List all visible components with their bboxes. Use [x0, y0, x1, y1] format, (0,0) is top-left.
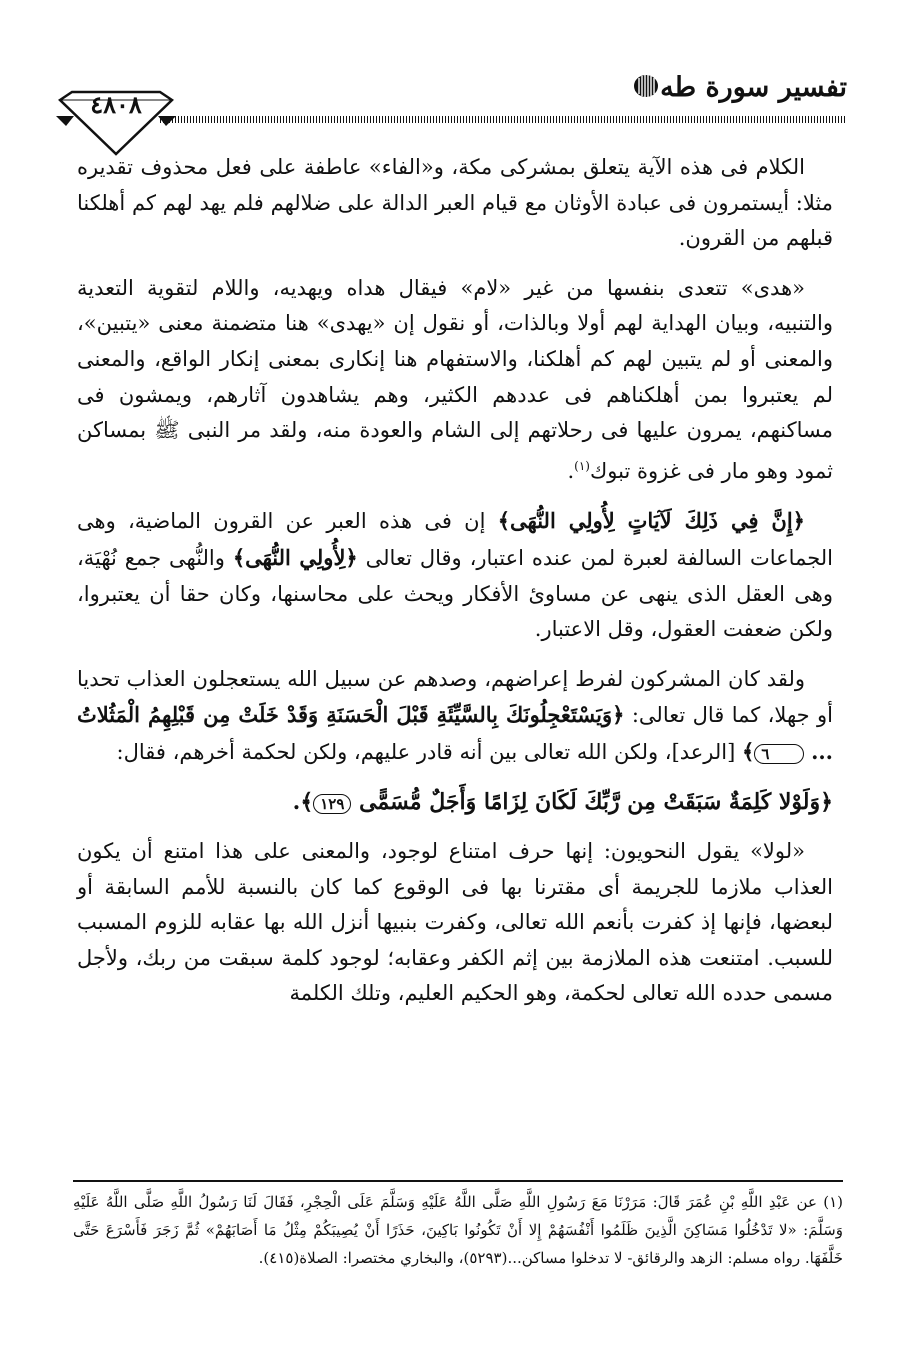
ornament-icon: [631, 72, 661, 100]
ayah-number: ١٢٩: [313, 794, 351, 814]
paragraph-text: الكلام فى هذه الآية يتعلق بمشركى مكة، و«الفاء» عاطفة على فعل محذوف تقديره مثلا: أيستمرون فى عبادة الأوثان مع قيام العبر الدالة على ضلالهم فلم يهد لهم كم أهلكنا قبلهم من القرون.: [77, 155, 833, 251]
centered-verse: [77, 785, 833, 821]
paragraph-text: والنُّهى جمع نُهْيَة، وهى العقل الذى ينهى عن مساوئ الأفكار ويحث على محاسنها، وكان حقا أن يعتبروا، ولكن ضعفت العقول، وقل الاعتبار.: [77, 545, 833, 642]
paragraph-end: .: [567, 458, 575, 483]
paragraph: [77, 834, 833, 1012]
paragraph-text: [الرعد]، ولكن الله تعالى بين أنه قادر عليهم، ولكن لحكمة أخرهم، فقال:: [116, 739, 742, 764]
quran-verse: ﴿وَلَوْلا كَلِمَةٌ سَبَقَتْ مِن رَّبِّكَ لَكَانَ لِزَامًا وَأَجَلٌ مُّسَمًّى: [359, 788, 833, 815]
quran-verse: ﴿لِأُولِي النُّهَى﴾: [232, 544, 358, 570]
paragraph-text: «لولا» يقول النحويون: إنها حرف امتناع لوجود، والمعنى على هذا امتنع أن يكون العذاب ملازما للجريمة أى مقترنا بها فى الوقوع كما كان بالنسبة للأمم السابقة أو لبعضها، فإنها إذ كفرت بأنعم الله تعالى، وكفرت بنبيها أنزل الله بها عقابه للزوم المسبب للسبب. امتنعت هذه الملازمة بين إثم الكفر وعقابه؛ لوجود كلمة سبقت من ربك، ولأجل مسمى حدده الله تعالى لحكمة، وهو الحكيم العليم، وتلك الكلمة: [77, 839, 833, 1006]
verse-close: ﴾: [742, 738, 755, 764]
page-header: [60, 58, 847, 158]
paragraph: [77, 271, 833, 490]
quran-verse: ﴿إِنَّ فِي ذَلِكَ لَآيَاتٍ لِأُولِي النُّهَى﴾: [497, 508, 805, 534]
paragraph: [77, 503, 833, 647]
footnote-text: (١) عن عَبْدِ اللَّهِ بْنِ عُمَرَ قَالَ: مَرَرْنَا مَعَ رَسُولِ اللَّهِ صَلَّى اللَّهُ عَلَيْهِ وَسَلَّمَ عَلَى الْحِجْرِ، فَقَالَ لَنَا رَسُولُ اللَّهِ صَلَّى اللَّهُ عَلَيْهِ وَسَلَّمَ: «لا تَدْخُلُوا مَسَاكِنَ الَّذِينَ ظَلَمُوا أَنْفُسَهُمْ إِلا أَنْ تَكُونُوا بَاكِينَ، حَذَرًا أَنْ يُصِيبَكُمْ مِثْلُ مَا أَصَابَهُمْ» ثُمَّ زَجَرَ فَأَسْرَعَ حَتَّى خَلَّفَهَا. رواه مسلم: الزهد والرقائق- لا تدخلوا مساكن...(٥٢٩٣)، والبخاري مختصرا: الصلاة(٤١٥).: [73, 1193, 843, 1267]
paragraph: [77, 150, 833, 257]
paragraph-text: «هدى» تتعدى بنفسها من غير «لام» فيقال هداه ويهديه، واللام لتقوية التعدية والتنبيه، وبيان الهداية لهم أولا وبالذات، أو نقول إن «يهدى» هنا متضمنة معنى «يتبين»، والمعنى أو لم يتبين لهم كم أهلكنا، والاستفهام هنا إنكارى بمعنى إنكار الواقع، والمعنى لم يعتبروا بمن أهلكناهم فى عددهم الكثير، وهم يشاهدون آثارهم، ويمشون فى مساكنهم، يمرون عليها فى رحلاتهم إلى الشام والعودة منه، ولقد مر النبى ﷺ بمساكن ثمود وهو مار فى غزوة تبوك: [77, 275, 833, 483]
paragraph: [77, 662, 833, 771]
main-text: [77, 150, 833, 1026]
page-number: ٤٨٠٨: [90, 90, 142, 119]
footnote: [73, 1188, 843, 1272]
footnote-separator: [73, 1180, 843, 1182]
verse-close: ﴾.: [292, 788, 314, 815]
ayah-number: ٦: [754, 744, 804, 764]
footnote-marker: (١): [574, 458, 590, 473]
page-number-badge: [54, 80, 178, 160]
paragraph-text: إن فى هذه العبر عن القرون الماضية، وهى الجماعات السالفة لعبرة لمن عنده اعتبار، وقال تعالى: [77, 509, 833, 570]
header-rule: [160, 116, 847, 123]
quran-verse: ﴿وَيَسْتَعْجِلُونَكَ بِالسَّيِّئَةِ قَبْلَ الْحَسَنَةِ وَقَدْ خَلَتْ مِن قَبْلِهِمُ الْمَثُلاتُ ...: [77, 702, 833, 764]
paragraph-text: ولقد كان المشركون لفرط إعراضهم، وصدهم عن سبيل الله يستعجلون العذاب تحديا أو جهلا، كما قال تعالى:: [77, 666, 834, 728]
running-title: تفسير سورة طه: [660, 72, 847, 103]
